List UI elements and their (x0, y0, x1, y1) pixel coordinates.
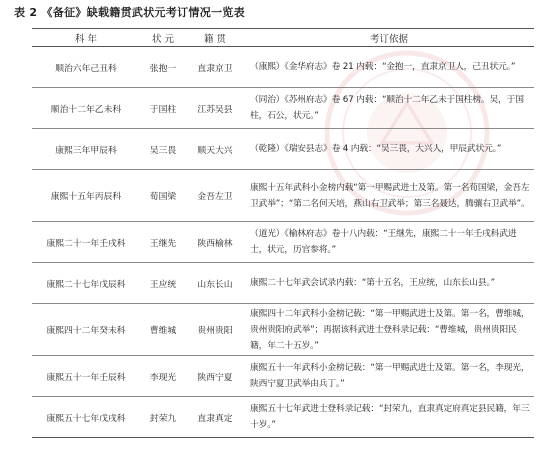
cell-basis: （道光）《榆林府志》卷十八内载：“王继先，康熙二十一年壬戌科武进士，状元，历官参将。” (244, 222, 534, 263)
cell-origin: 直隶真定 (186, 397, 244, 438)
cell-origin: 金吾左卫 (186, 170, 244, 222)
table-row (32, 47, 534, 88)
cell-year: 康熙三年甲辰科 (32, 129, 140, 170)
cell-basis: 康熙二十七年武会试录内载：“第十五名，王应统，山东长山县。” (244, 263, 534, 304)
cell-year: 康熙五十一年壬辰科 (32, 356, 140, 397)
cell-basis: （康熙）《金华府志》卷 21 内载：“金抱一，直隶京卫人，己丑状元。” (244, 47, 534, 88)
table-row (32, 397, 534, 438)
cell-name: 吴三畏 (140, 129, 186, 170)
table-row (32, 356, 534, 397)
cell-origin: 贵州贵阳 (186, 304, 244, 356)
cell-year: 康熙四十二年癸未科 (32, 304, 140, 356)
zhuangyuan-table (32, 28, 534, 438)
cell-basis: 康熙十五年武科小金榜内载“第一甲赐武进士及第。第一名荀国梁，金吾左卫武举”；“第二名何天培，燕山右卫武举；第三名聂达，腾骧右卫武举”。 (244, 170, 534, 222)
cell-origin: 江苏吴县 (186, 88, 244, 129)
cell-year: 康熙五十七年戊戌科 (32, 397, 140, 438)
table-row (32, 263, 534, 304)
cell-year: 顺治十二年乙未科 (32, 88, 140, 129)
cell-origin: 顺天大兴 (186, 129, 244, 170)
cell-name: 曹维城 (140, 304, 186, 356)
cell-year: 康熙二十七年戊辰科 (32, 263, 140, 304)
cell-name: 王继先 (140, 222, 186, 263)
cell-name: 封荣九 (140, 397, 186, 438)
cell-year: 康熙十五年丙辰科 (32, 170, 140, 222)
header-basis: 考订依据 (244, 29, 534, 47)
table-row (32, 88, 534, 129)
cell-origin: 陕西榆林 (186, 222, 244, 263)
header-year: 科 年 (32, 29, 140, 47)
cell-origin: 直隶京卫 (186, 47, 244, 88)
cell-basis: 康熙四十二年武科小金榜记载：“第一甲赐武进士及第。第一名，曹维城，贵州贵阳府武举”；再据该科武进士登科录记载：“曹维城，贵州贵阳民籍，年二十五岁。” (244, 304, 534, 356)
table-row (32, 129, 534, 170)
cell-origin: 陕西宁夏 (186, 356, 244, 397)
table-row (32, 170, 534, 222)
cell-name: 荀国梁 (140, 170, 186, 222)
table-caption: 表 2 《备征》缺载籍贯武状元考订情况一览表 (14, 6, 245, 19)
cell-basis: 康熙五十一年武科小金榜记载：“第一甲赐武进士及第。第一名，李现光，陕西宁夏卫武举由兵丁。” (244, 356, 534, 397)
table-row (32, 222, 534, 263)
table-header-row (32, 29, 534, 47)
cell-name: 王应统 (140, 263, 186, 304)
cell-basis: 康熙五十七年武进士登科录记载：“封荣九，直隶真定府真定县民籍，年三十岁。” (244, 397, 534, 438)
cell-year: 顺治六年己丑科 (32, 47, 140, 88)
cell-name: 李现光 (140, 356, 186, 397)
cell-name: 张抱一 (140, 47, 186, 88)
header-name: 状 元 (140, 29, 186, 47)
cell-year: 康熙二十一年壬戌科 (32, 222, 140, 263)
table-row (32, 304, 534, 356)
cell-basis: （乾隆）《瑞安县志》卷 4 内载：“吴三畏，大兴人，甲辰武状元。” (244, 129, 534, 170)
cell-basis: （同治）《苏州府志》卷 67 内载：“顺治十二年乙未于国柱榜。吴，于国柱，石公，状元。” (244, 88, 534, 129)
cell-name: 于国柱 (140, 88, 186, 129)
cell-origin: 山东长山 (186, 263, 244, 304)
header-origin: 籍 贯 (186, 29, 244, 47)
